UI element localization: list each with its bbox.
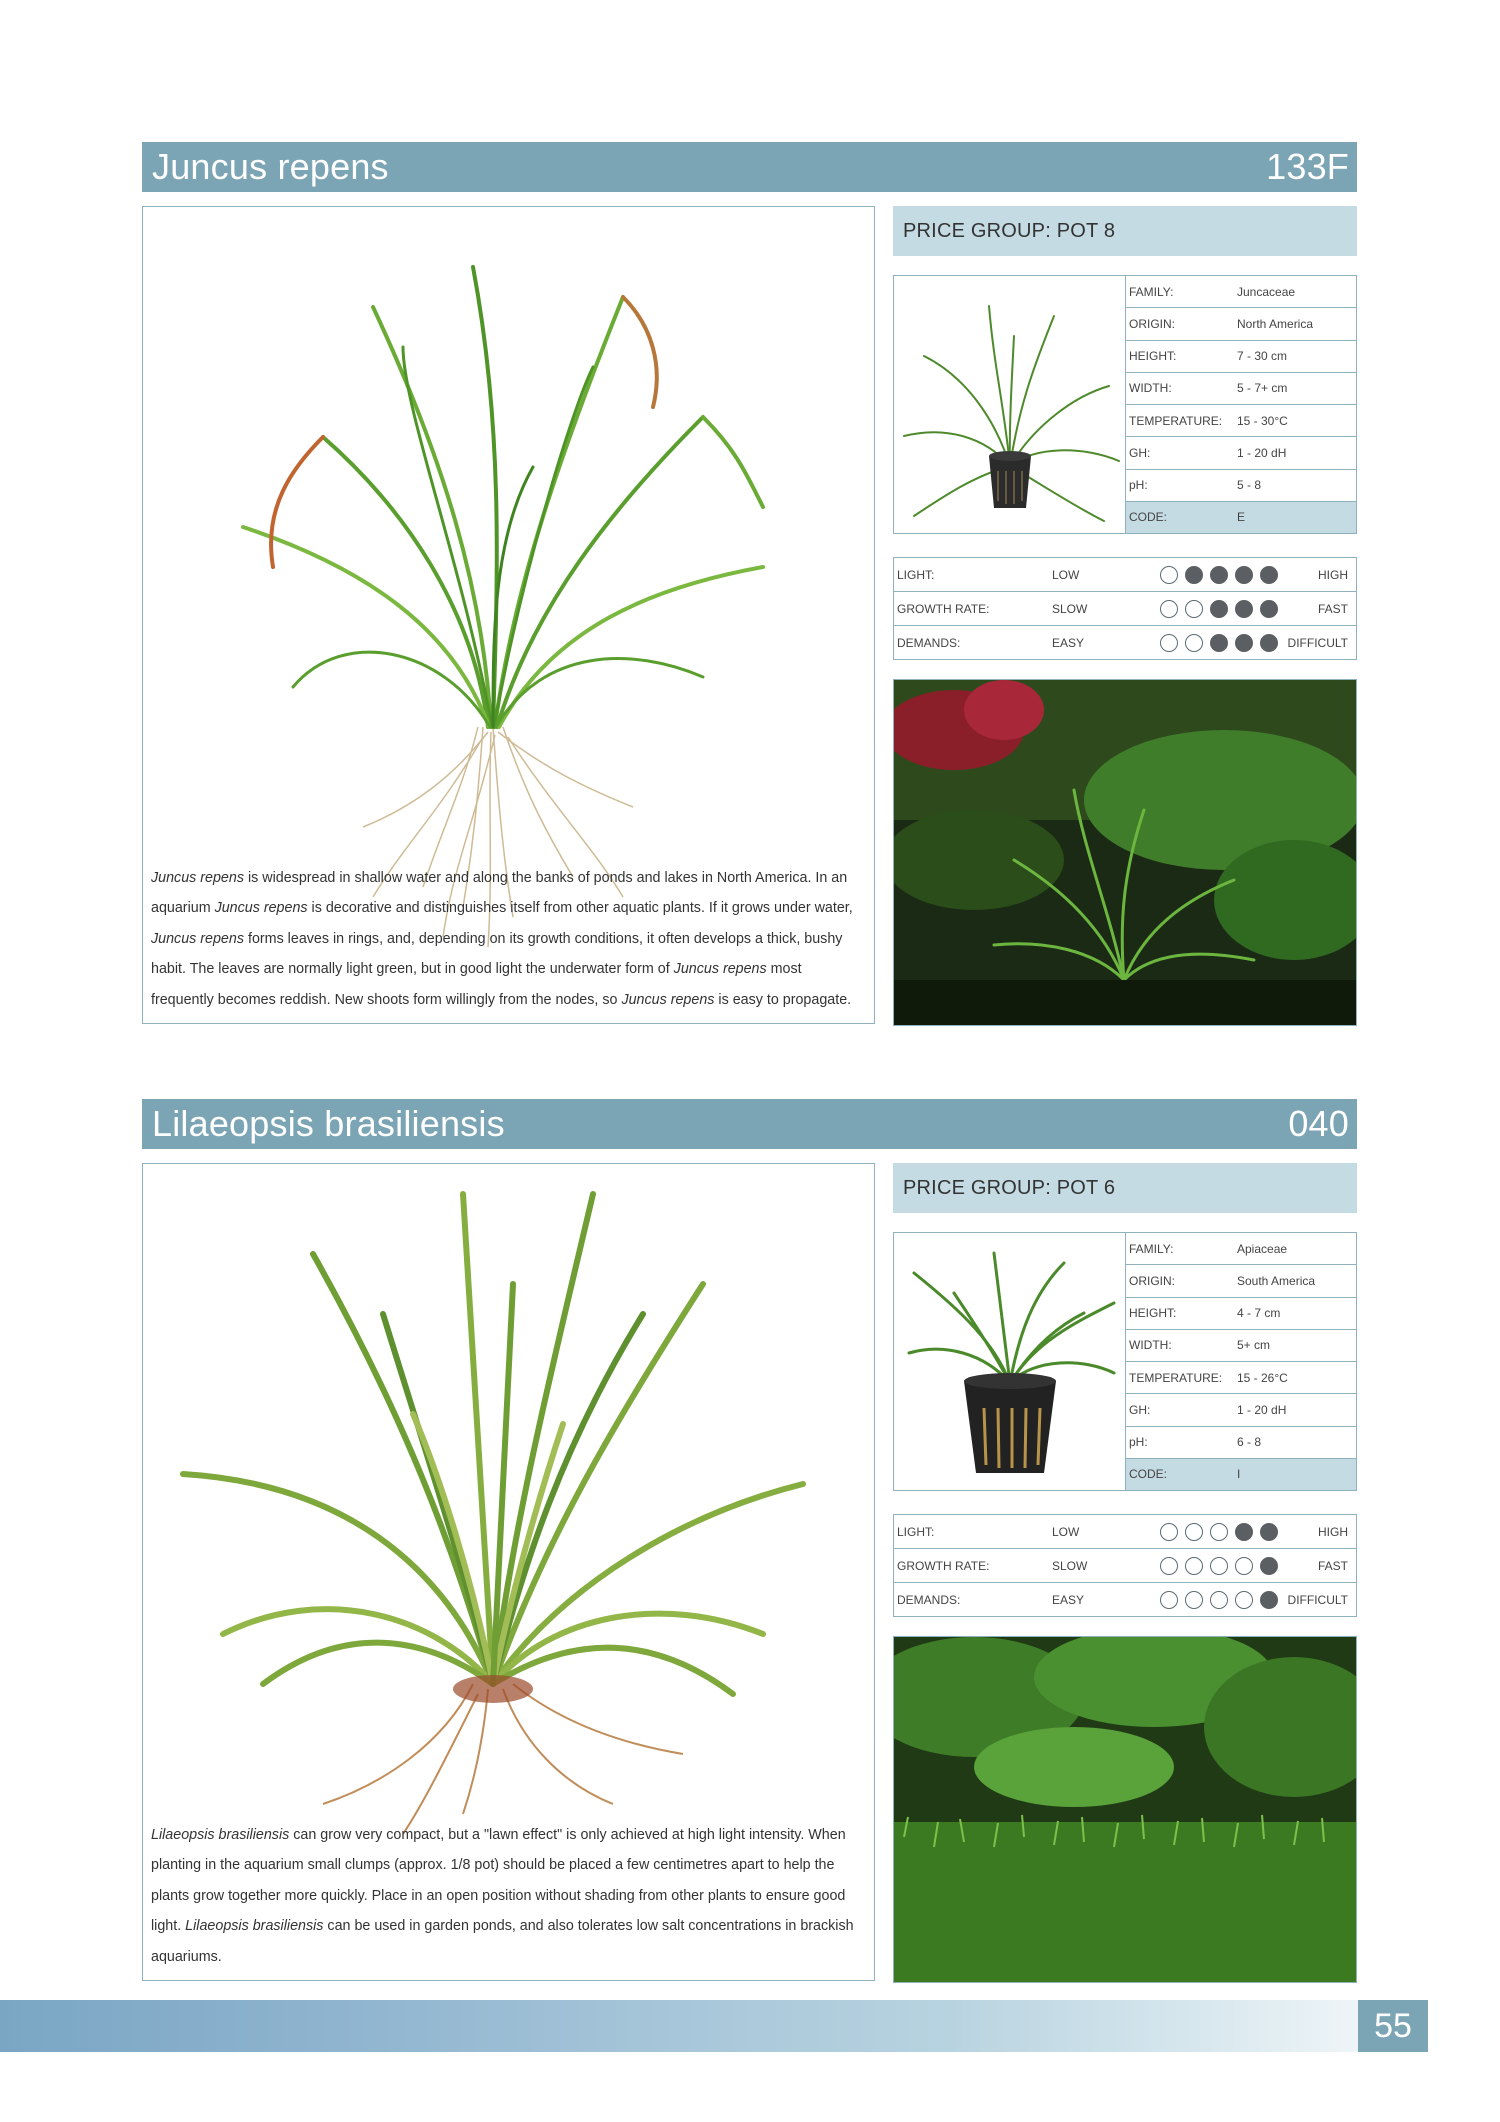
rating-row-light: LIGHT: LOW HIGH (894, 558, 1356, 592)
price-group-label: PRICE GROUP: POT 6 (893, 1163, 1357, 1213)
plant-description: Lilaeopsis brasiliensis can grow very compact, but a "lawn effect" is only achieved at high light intensity. When planting in the aquarium small clumps (approx. 1/8 pot) should be placed a few centimetres apart to help the plants grow together more quickly. Place in an open position without shading from other plants to ensure good light. Lilaeopsis brasiliensis can be used in garden ponds, and also tolerates low salt concentrations in brackish aquariums. (151, 1826, 854, 1965)
rating-dot-filled (1235, 1523, 1253, 1541)
rating-dot-empty (1160, 566, 1178, 584)
rating-dot-empty (1160, 1557, 1178, 1575)
rating-dot-empty (1210, 1591, 1228, 1609)
plant-illustration-box (142, 1163, 875, 1981)
rating-dots (1160, 566, 1280, 584)
rating-dot-empty (1210, 1557, 1228, 1575)
plant-description: Juncus repens is widespread in shallow water and along the banks of ponds and lakes in North America. In an aquarium Juncus repens is decorative and distinguishes itself from other aquatic plants. If it grows under water, Juncus repens forms leaves in rings, and, depending on its growth conditions, it often develops a thick, bushy habit. The leaves are normally light green, but in good light the underwater form of Juncus repens most frequently becomes reddish. New shoots form willingly from the nodes, so Juncus repens is easy to propagate. (151, 869, 853, 1008)
info-row-height: HEIGHT: 7 - 30 cm (1126, 341, 1356, 373)
rating-dot-filled (1260, 566, 1278, 584)
aquarium-photo (893, 679, 1357, 1026)
plant-info-table (1126, 276, 1356, 533)
plant-entry-juncus-repens (142, 142, 1357, 1024)
info-row-family: FAMILY: Juncaceae (1126, 276, 1356, 308)
plant-code-number: 133F (1266, 146, 1349, 187)
info-row-width: WIDTH: 5+ cm (1126, 1330, 1356, 1362)
rating-dots (1160, 1523, 1280, 1541)
rating-dot-empty (1160, 600, 1178, 618)
info-row-code: CODE: I (1126, 1459, 1356, 1490)
rating-dot-filled (1210, 600, 1228, 618)
footer-gradient-strip (0, 2000, 1358, 2052)
plant-info-block (893, 1232, 1357, 1491)
rating-dot-filled (1235, 600, 1253, 618)
rating-row-demands: DEMANDS: EASY DIFFICULT (897, 1592, 1348, 1607)
price-group-label: PRICE GROUP: POT 8 (893, 206, 1357, 256)
rating-dot-filled (1235, 566, 1253, 584)
plant-title-bar (142, 1099, 1357, 1149)
rating-dot-filled (1260, 634, 1278, 652)
info-row-height: HEIGHT: 4 - 7 cm (1126, 1298, 1356, 1330)
rating-dot-empty (1160, 1591, 1178, 1609)
rating-dots (1160, 600, 1280, 618)
info-row-origin: ORIGIN: North America (1126, 308, 1356, 340)
rating-row-growth-rate: GROWTH RATE: SLOW FAST (894, 1549, 1356, 1583)
page-number: 55 (1358, 2000, 1428, 2052)
plant-illustration-box (142, 206, 875, 1024)
rating-dot-filled (1235, 634, 1253, 652)
rating-dots (1160, 634, 1280, 652)
rating-dot-empty (1160, 1523, 1178, 1541)
plant-title-bar (142, 142, 1357, 192)
rating-dot-filled (1260, 1523, 1278, 1541)
rating-row-growth-rate: GROWTH RATE: SLOW FAST (894, 592, 1356, 626)
info-row-family: FAMILY: Apiaceae (1126, 1233, 1356, 1265)
info-row-ph: pH: 6 - 8 (1126, 1427, 1356, 1459)
rating-dot-empty (1185, 1557, 1203, 1575)
rating-dot-empty (1235, 1591, 1253, 1609)
plant-name: Juncus repens (152, 146, 389, 187)
rating-dot-filled (1260, 600, 1278, 618)
plant-ratings (893, 1514, 1357, 1617)
rating-dot-empty (1185, 1591, 1203, 1609)
info-row-gh: GH: 1 - 20 dH (1126, 437, 1356, 469)
rating-dot-empty (1185, 600, 1203, 618)
info-row-temperature: TEMPERATURE: 15 - 26°C (1126, 1362, 1356, 1394)
info-row-width: WIDTH: 5 - 7+ cm (1126, 373, 1356, 405)
rating-dot-empty (1160, 634, 1178, 652)
page-footer (0, 2000, 1500, 2052)
rating-dot-filled (1210, 634, 1228, 652)
rating-row-demands: DEMANDS: EASY DIFFICULT (897, 635, 1348, 650)
rating-dot-empty (1210, 1523, 1228, 1541)
rating-dot-filled (1260, 1557, 1278, 1575)
rating-dot-empty (1185, 634, 1203, 652)
info-row-ph: pH: 5 - 8 (1126, 470, 1356, 502)
plant-info-table (1126, 1233, 1356, 1490)
plant-entry-lilaeopsis-brasiliensis (142, 1099, 1357, 1981)
rating-dot-filled (1185, 566, 1203, 584)
rating-dot-filled (1210, 566, 1228, 584)
rating-row-light: LIGHT: LOW HIGH (894, 1515, 1356, 1549)
potted-plant-photo (894, 276, 1126, 533)
rating-dot-empty (1235, 1557, 1253, 1575)
info-row-origin: ORIGIN: South America (1126, 1265, 1356, 1297)
plant-ratings (893, 557, 1357, 660)
potted-plant-photo (894, 1233, 1126, 1490)
info-row-temperature: TEMPERATURE: 15 - 30°C (1126, 405, 1356, 437)
plant-info-block (893, 275, 1357, 534)
rating-dots (1160, 1591, 1280, 1609)
rating-dots (1160, 1557, 1280, 1575)
info-row-gh: GH: 1 - 20 dH (1126, 1394, 1356, 1426)
plant-code-number: 040 (1288, 1103, 1349, 1144)
rating-dot-empty (1185, 1523, 1203, 1541)
aquarium-photo (893, 1636, 1357, 1983)
plant-name: Lilaeopsis brasiliensis (152, 1103, 505, 1144)
info-row-code: CODE: E (1126, 502, 1356, 533)
rating-dot-filled (1260, 1591, 1278, 1609)
